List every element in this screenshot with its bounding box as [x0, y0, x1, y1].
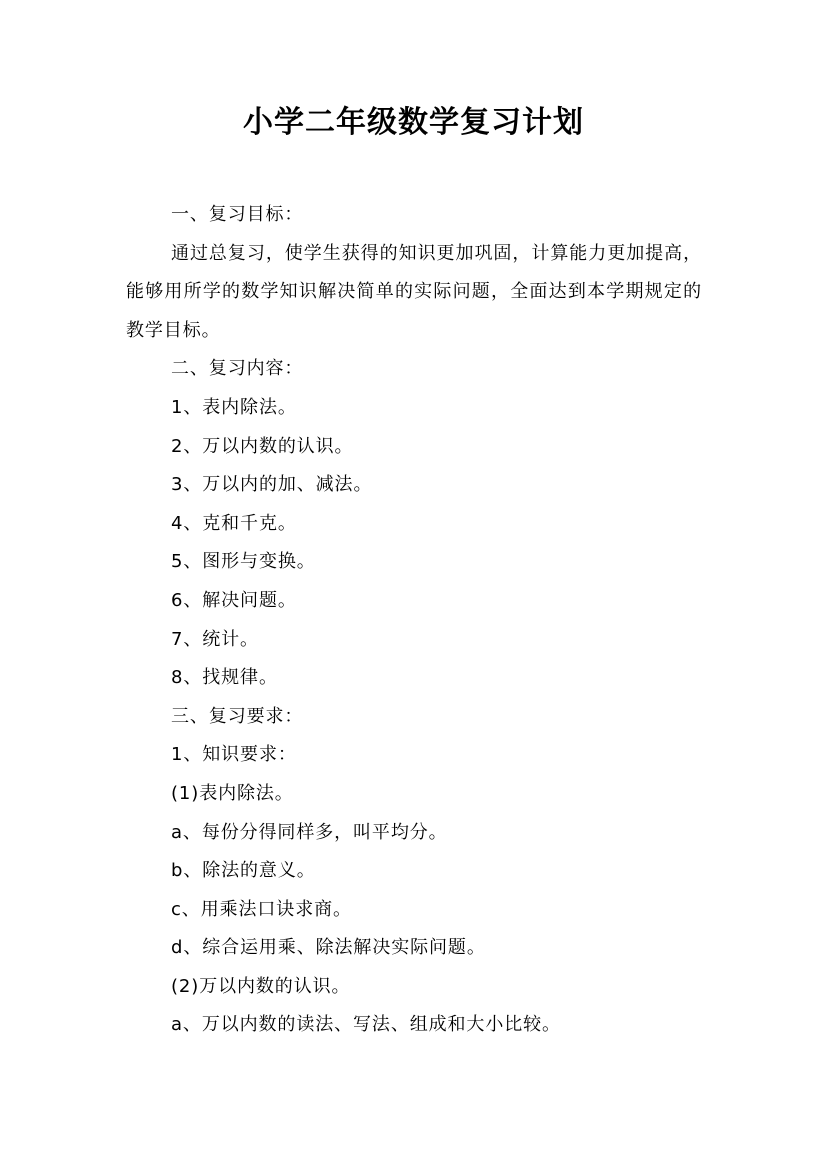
list-item: b、除法的意义。: [171, 860, 316, 882]
list-item: 7、统计。: [171, 628, 259, 650]
list-item: 5、图形与变换。: [171, 551, 316, 573]
sub-item-heading-numbers: (2)万以内数的认识。: [171, 975, 351, 997]
list-item: 4、克和千克。: [171, 512, 297, 534]
list-item: 3、万以内的加、减法。: [171, 474, 373, 496]
list-item: a、每份分得同样多，叫平均分。: [171, 821, 448, 843]
list-item: d、综合运用乘、除法解决实际问题。: [171, 937, 486, 959]
list-item: a、万以内数的读法、写法、组成和大小比较。: [171, 1014, 561, 1036]
list-item: 8、找规律。: [171, 667, 278, 689]
section-heading-requirements: 三、复习要求：: [171, 705, 304, 727]
sub-item-heading-division: (1)表内除法。: [171, 782, 294, 804]
section-heading-goals: 一、复习目标：: [171, 204, 304, 225]
document-title: 小学二年级数学复习计划: [243, 105, 584, 140]
list-item: 2、万以内数的认识。: [171, 435, 354, 457]
list-item: c、用乘法口诀求商。: [171, 898, 352, 920]
goals-paragraph: 通过总复习，使学生获得的知识更加巩固，计算能力更加提高，能够用所学的数学知识解决简单的实际问题，全面达到本学期规定的教学目标。: [126, 242, 702, 341]
list-item: 1、表内除法。: [171, 396, 297, 418]
list-item: 6、解决问题。: [171, 589, 297, 611]
document-body: [126, 196, 702, 1045]
subsection-heading-knowledge: 1、知识要求：: [171, 744, 297, 766]
section-heading-content: 二、复习内容：: [171, 358, 304, 380]
